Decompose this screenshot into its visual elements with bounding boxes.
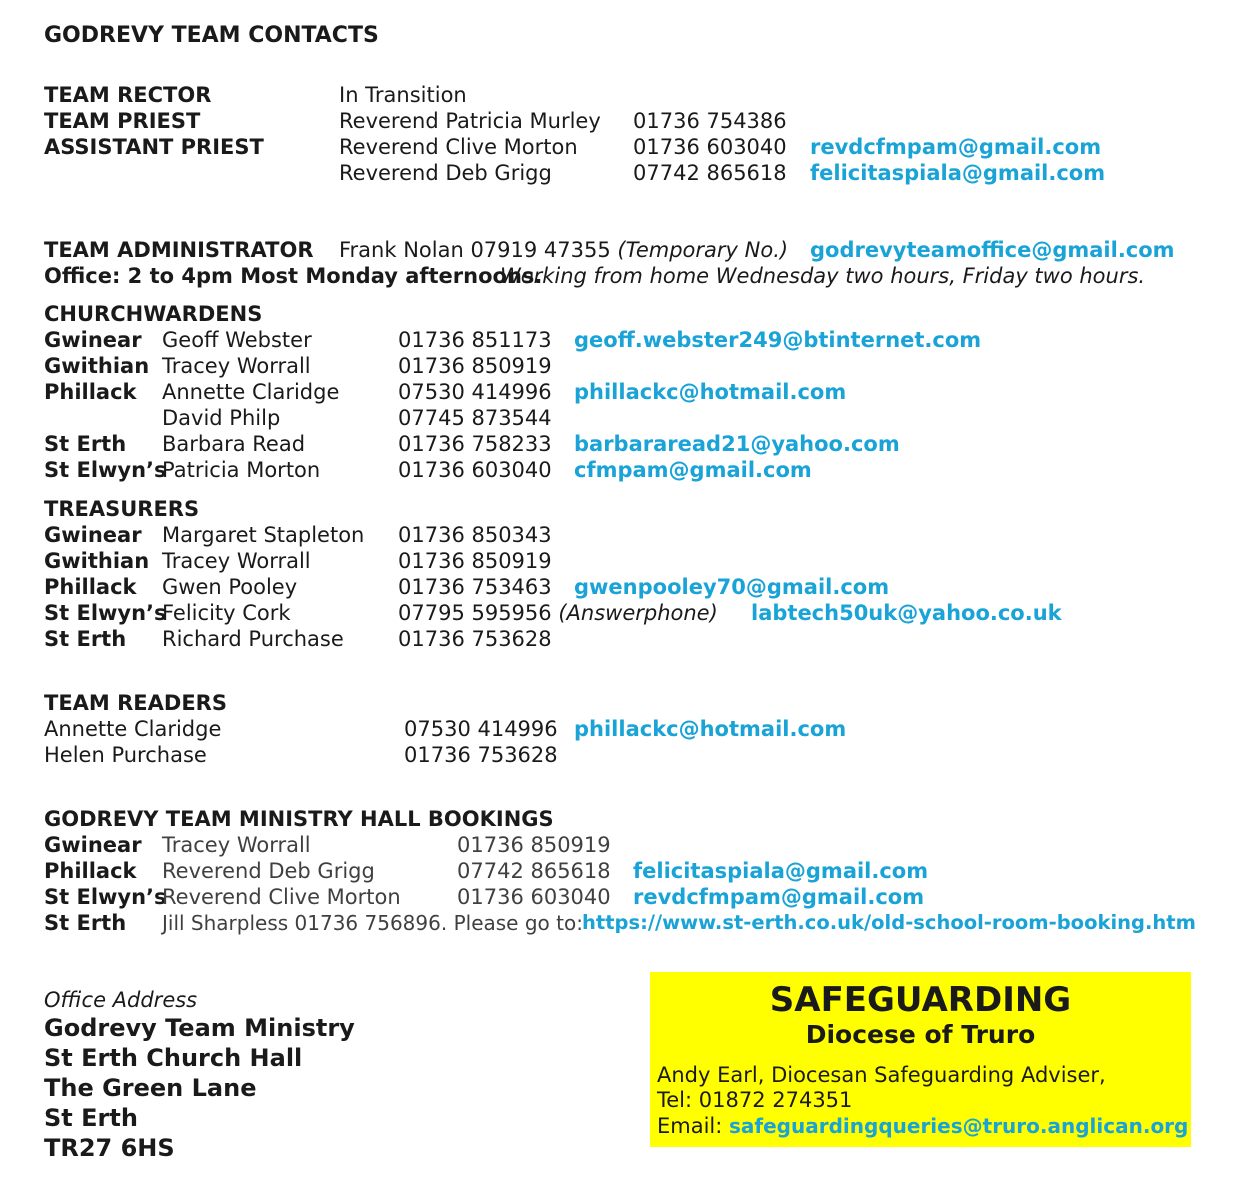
contact-phone: 01736 753463	[398, 575, 552, 599]
assistant-row-2	[0, 160, 1240, 186]
contact-phone: 01736 850343	[398, 523, 552, 547]
contact-name: Richard Purchase	[162, 627, 344, 651]
table-row	[0, 742, 1240, 768]
contact-phone: 01736 850919	[398, 549, 552, 573]
contact-name: Felicity Cork	[162, 601, 291, 625]
priest-name: Reverend Patricia Murley	[339, 109, 601, 133]
office-hours: Office: 2 to 4pm Most Monday afternoons.	[44, 264, 543, 288]
assistant-email-link[interactable]: revdcfmpam@gmail.com	[810, 135, 1102, 159]
parish-name: Gwithian	[44, 354, 150, 378]
contact-phone: 01736 758233	[398, 432, 552, 456]
parish-name: Gwinear	[44, 833, 142, 857]
assistant-phone: 07742 865618	[633, 161, 787, 185]
table-row	[0, 457, 1240, 483]
administrator-label: TEAM ADMINISTRATOR	[44, 238, 314, 262]
rector-value: In Transition	[339, 83, 467, 107]
parish-name: St Elwyn’s	[44, 458, 167, 482]
contact-name: Annette Claridge	[44, 717, 222, 741]
sterth-booking-text: Jill Sharpless 01736 756896. Please go to:	[162, 911, 583, 935]
rector-row	[0, 82, 1240, 108]
contact-name: Patricia Morton	[162, 458, 321, 482]
administrator-name-phone: Frank Nolan 07919 47355	[339, 238, 611, 262]
parish-name: St Erth	[44, 911, 127, 935]
assistant-name: Reverend Deb Grigg	[339, 161, 552, 185]
parish-name: Phillack	[44, 575, 137, 599]
booking-url-link[interactable]: https://www.st-erth.co.uk/old-school-room-booking.htm	[582, 911, 1196, 934]
contact-email-link[interactable]: labtech50uk@yahoo.co.uk	[751, 601, 1062, 625]
contact-name: Annette Claridge	[162, 380, 340, 404]
assistant-name: Reverend Clive Morton	[339, 135, 578, 159]
administrator-row	[0, 237, 1240, 263]
contact-name: Tracey Worrall	[162, 549, 311, 573]
assistant-email-link[interactable]: felicitaspiala@gmail.com	[810, 161, 1106, 185]
contact-name: Geoff Webster	[162, 328, 312, 352]
safeguarding-email-link[interactable]: safeguardingqueries@truro.anglican.org	[729, 1114, 1189, 1138]
contact-email-link[interactable]: revdcfmpam@gmail.com	[633, 885, 925, 909]
parish-name: Phillack	[44, 859, 137, 883]
answerphone-note: (Answerphone)	[558, 601, 718, 625]
contact-phone: 01736 851173	[398, 328, 552, 352]
parish-name: St Elwyn’s	[44, 601, 167, 625]
table-row	[0, 574, 1240, 600]
contact-email-link[interactable]: phillackc@hotmail.com	[574, 717, 847, 741]
contact-name: Gwen Pooley	[162, 575, 298, 599]
priest-phone: 01736 754386	[633, 109, 787, 133]
contact-email-link[interactable]: geoff.webster249@btinternet.com	[574, 328, 982, 352]
parish-name: St Erth	[44, 432, 127, 456]
table-row	[0, 353, 1240, 379]
contact-phone: 07795 595956	[398, 601, 552, 625]
contact-phone: 01736 603040	[457, 885, 611, 909]
contact-name: Margaret Stapleton	[162, 523, 365, 547]
administrator-note: (Temporary No.)	[617, 238, 789, 262]
safeguarding-subtitle: Diocese of Truro	[805, 1020, 1036, 1049]
table-row	[0, 431, 1240, 457]
contact-phone: 01736 753628	[398, 627, 552, 651]
rector-label: TEAM RECTOR	[44, 83, 212, 107]
safeguarding-tel: Tel: 01872 274351	[657, 1088, 853, 1112]
table-row	[0, 858, 1240, 884]
safeguarding-box	[650, 972, 1191, 1147]
contact-name: Tracey Worrall	[162, 354, 311, 378]
table-row	[0, 910, 1240, 936]
parish-name: Phillack	[44, 380, 137, 404]
office-hours-row	[0, 263, 1240, 289]
parish-name: Gwithian	[44, 549, 150, 573]
contact-phone: 01736 753628	[404, 743, 558, 767]
contact-phone: 07530 414996	[398, 380, 552, 404]
assistant-phone: 01736 603040	[633, 135, 787, 159]
address-line: St Erth	[44, 1104, 138, 1132]
contact-name: Barbara Read	[162, 432, 306, 456]
parish-name: Gwinear	[44, 523, 142, 547]
parish-name: St Elwyn’s	[44, 885, 167, 909]
table-row	[0, 405, 1240, 431]
contact-phone: 01736 850919	[457, 833, 611, 857]
page-title: GODREVY TEAM CONTACTS	[44, 23, 379, 48]
contact-phone: 07742 865618	[457, 859, 611, 883]
churchwardens-heading: CHURCHWARDENS	[44, 302, 263, 326]
priest-row	[0, 108, 1240, 134]
address-line: Godrevy Team Ministry	[44, 1014, 355, 1042]
safeguarding-email-label: Email:	[657, 1114, 730, 1138]
contact-email-link[interactable]: gwenpooley70@gmail.com	[574, 575, 890, 599]
table-row	[0, 832, 1240, 858]
contact-email-link[interactable]: cfmpam@gmail.com	[574, 458, 812, 482]
contact-name: David Philp	[162, 406, 281, 430]
safeguarding-title: SAFEGUARDING	[769, 980, 1072, 1020]
safeguarding-adviser: Andy Earl, Diocesan Safeguarding Adviser,	[657, 1063, 1106, 1087]
address-line: TR27 6HS	[44, 1134, 175, 1162]
table-row	[0, 548, 1240, 574]
contact-phone: 07745 873544	[398, 406, 552, 430]
contact-email-link[interactable]: felicitaspiala@gmail.com	[633, 859, 929, 883]
treasurers-heading: TREASURERS	[44, 497, 200, 521]
contact-name: Helen Purchase	[44, 743, 207, 767]
administrator-email-link[interactable]: godrevyteamoffice@gmail.com	[810, 238, 1175, 262]
contact-phone: 01736 603040	[398, 458, 552, 482]
contact-email-link[interactable]: barbararead21@yahoo.com	[574, 432, 900, 456]
office-address-label: Office Address	[44, 988, 198, 1012]
readers-heading: TEAM READERS	[44, 691, 227, 715]
table-row	[0, 884, 1240, 910]
table-row	[0, 327, 1240, 353]
contact-name: Reverend Deb Grigg	[162, 859, 375, 883]
contact-name: Reverend Clive Morton	[162, 885, 401, 909]
table-row	[0, 626, 1240, 652]
table-row	[0, 600, 1240, 626]
assistant-label: ASSISTANT PRIEST	[44, 135, 264, 159]
assistant-row-1	[0, 134, 1240, 160]
contact-phone: 01736 850919	[398, 354, 552, 378]
contact-name: Tracey Worrall	[162, 833, 311, 857]
home-hours: Working from home Wednesday two hours, Friday two hours.	[500, 264, 1146, 288]
address-line: St Erth Church Hall	[44, 1044, 303, 1072]
priest-label: TEAM PRIEST	[44, 109, 201, 133]
table-row	[0, 522, 1240, 548]
hall-heading: GODREVY TEAM MINISTRY HALL BOOKINGS	[44, 807, 554, 831]
parish-name: St Erth	[44, 627, 127, 651]
table-row	[0, 379, 1240, 405]
table-row	[0, 716, 1240, 742]
address-line: The Green Lane	[44, 1074, 257, 1102]
contact-phone: 07530 414996	[404, 717, 558, 741]
contact-email-link[interactable]: phillackc@hotmail.com	[574, 380, 847, 404]
parish-name: Gwinear	[44, 328, 142, 352]
